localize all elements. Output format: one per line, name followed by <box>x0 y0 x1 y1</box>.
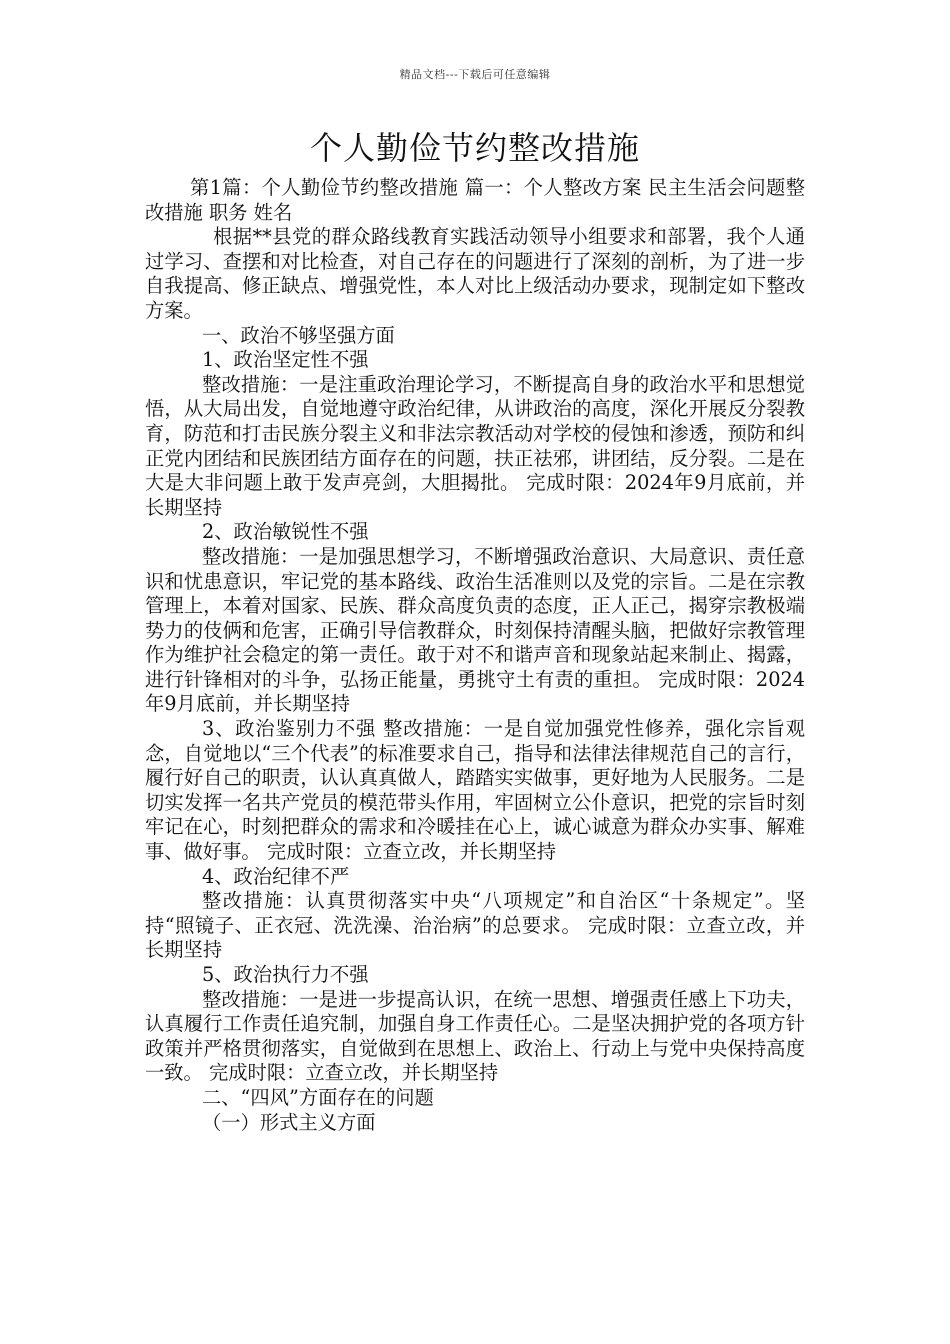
document-title: 个人勤俭节约整改措施 <box>309 129 640 167</box>
paragraph: 整改措施：一是进一步提高认识，在统一思想、增强责任感上下功夫，认真履行工作责任追究制，加强自身工作责任心。二是坚决拥护党的各项方针政策并严格贯彻落实，自觉做到在思想上、政治上、行动上与党中央保持高度一致。 完成时限：立查立改，并长期坚持 <box>145 987 805 1085</box>
paragraph: 3、政治鉴别力不强 整改措施：一是自觉加强党性修养，强化宗旨观念，自觉地以“三个代表”的标准要求自己，指导和法律法律规范自己的言行，履行好自己的职责，认认真真做人，踏踏实实做事，更好地为人民服务。二是切实发挥一名共产党员的模范带头作用，牢固树立公仆意识，把党的宗旨时刻牢记在心，时刻把群众的需求和冷暖挂在心上，诚心诚意为群众办实事、解难事、做好事。 完成时限：立查立改，并长期坚持 <box>145 717 805 864</box>
paragraph: 第1篇：个人勤俭节约整改措施 篇一：个人整改方案 民主生活会问题整改措施 职务 姓名 <box>145 176 805 224</box>
paragraph: 整改措施：一是加强思想学习，不断增强政治意识、大局意识、责任意识和忧患意识，牢记党的基本路线、政治生活准则以及党的宗旨。二是在宗教管理上，本着对国家、民族、群众高度负责的态度，正人正己，揭穿宗教极端势力的伎俩和危害，正确引导信教群众，时刻保持清醒头脑，把做好宗教管理作为维护社会稳定的第一责任。敢于对不和谐声音和现象站起来制止、揭露，进行针锋相对的斗争，弘扬正能量，勇挑守土有责的重担。 完成时限：2024年9月底前，并长期坚持 <box>145 544 805 716</box>
document-body <box>145 176 805 1135</box>
subsection-heading: （一）形式主义方面 <box>202 1110 376 1134</box>
subsection-heading: 1、政治坚定性不强 <box>202 348 369 372</box>
page-header-note: 精品文档---下载后可任意编辑 <box>399 68 551 81</box>
section-heading: 一、政治不够坚强方面 <box>202 323 395 347</box>
subsection-heading: 5、政治执行力不强 <box>202 963 369 986</box>
section-heading: 二、“四风”方面存在的问题 <box>202 1085 434 1109</box>
subsection-heading: 2、政治敏锐性不强 <box>202 520 369 544</box>
paragraph: 根据**县党的群众路线教育实践活动领导小组要求和部署，我个人通过学习、查摆和对比检查，对自己存在的问题进行了深刻的剖析，为了进一步自我提高、修正缺点、增强党性，本人对比上级活动办要求，现制定如下整改方案。 <box>145 225 805 322</box>
paragraph: 整改措施：一是注重政治理论学习，不断提高自身的政治水平和思想觉悟，从大局出发，自觉地遵守政治纪律，从讲政治的高度，深化开展反分裂教育，防范和打击民族分裂主义和非法宗教活动对学校的侵蚀和渗透，预防和纠正党内团结和民族团结方面存在的问题，扶正祛邪，讲团结，反分裂。二是在大是大非问题上敢于发声亮剑，大胆揭批。 完成时限：2024年9月底前，并长期坚持 <box>145 372 805 519</box>
paragraph: 整改措施：认真贯彻落实中央“八项规定”和自治区“十条规定”。坚持“照镜子、正衣冠、洗洗澡、治治病”的总要求。 完成时限：立查立改，并长期坚持 <box>145 889 805 962</box>
subsection-heading: 4、政治纪律不严 <box>202 864 350 888</box>
